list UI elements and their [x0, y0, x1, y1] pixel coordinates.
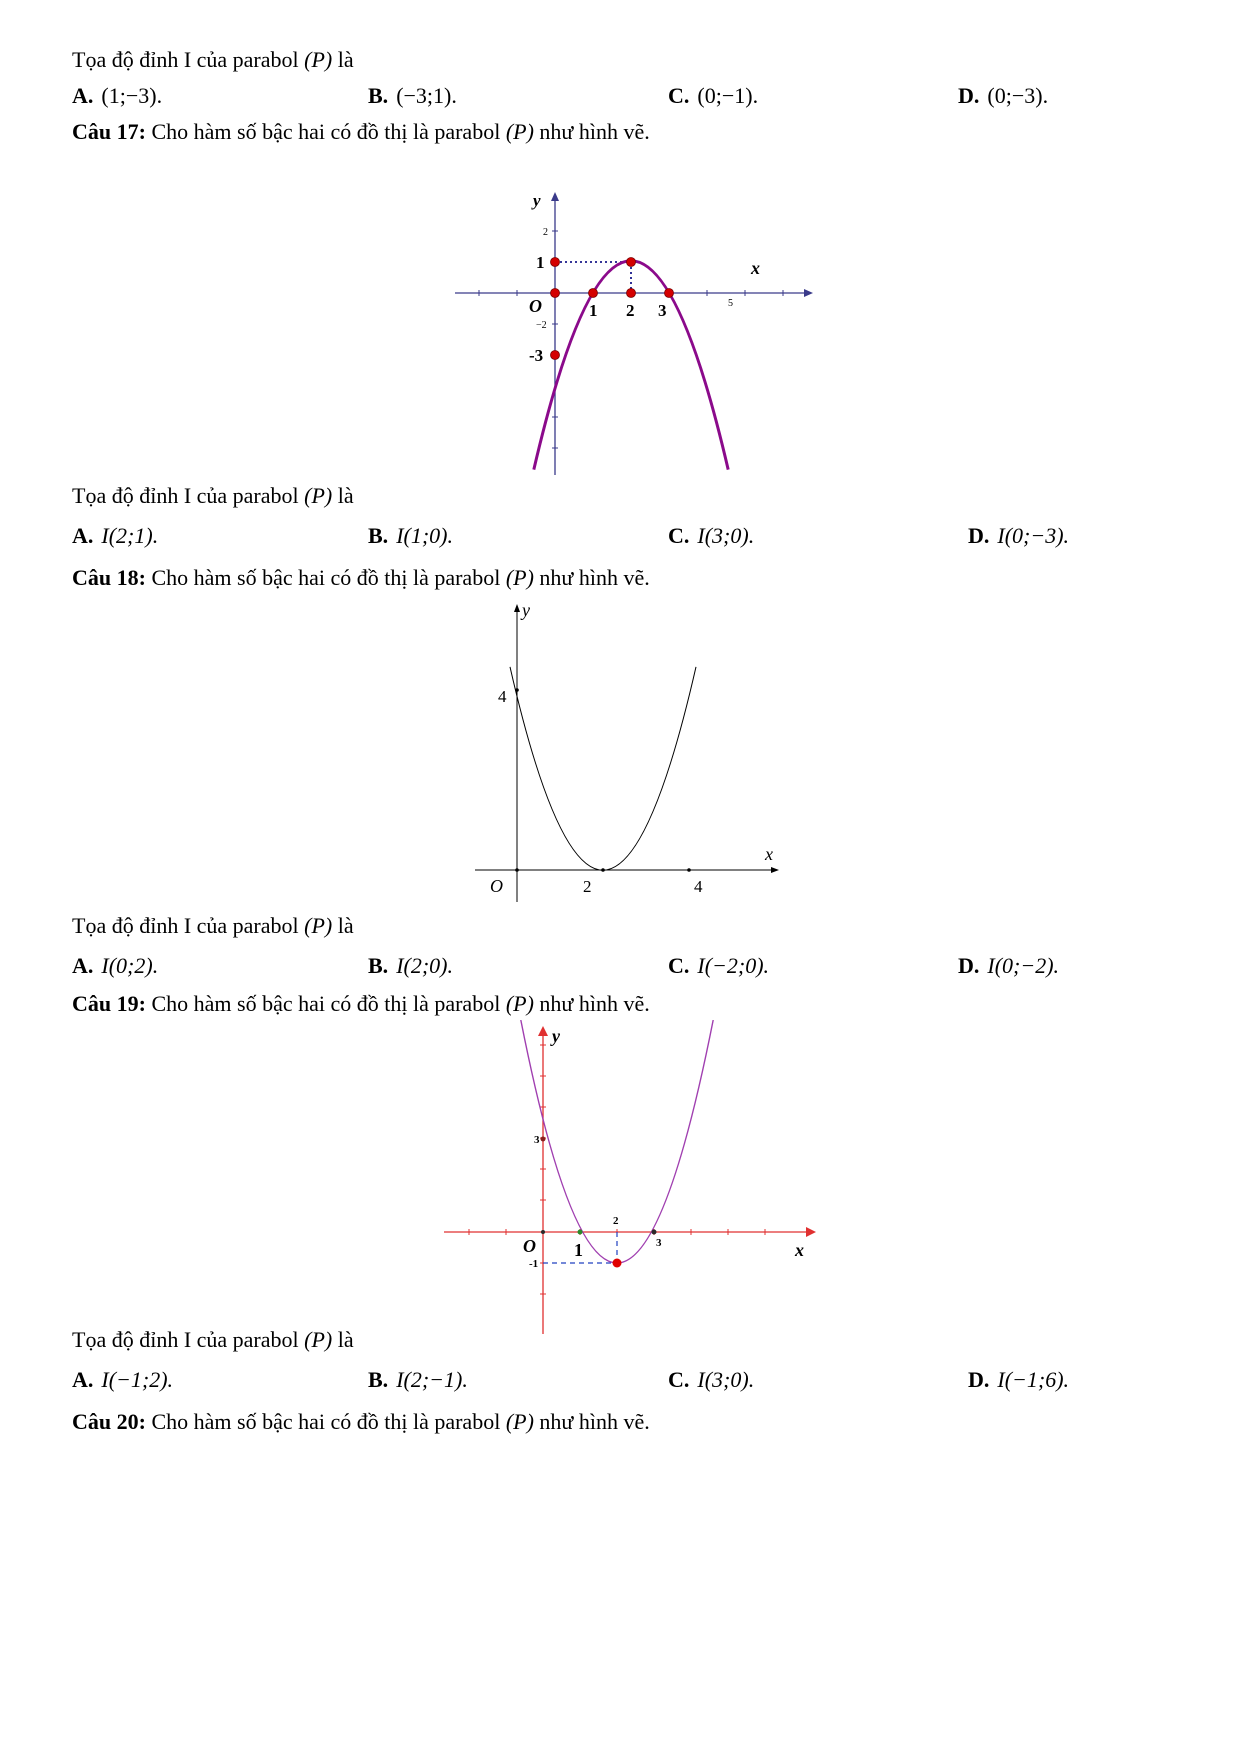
q19-option-d[interactable]: D. I(−1;6). [968, 1367, 1070, 1392]
x-axis-arrow [804, 289, 813, 297]
point-x2 [627, 289, 636, 298]
q17-option-a[interactable]: A. I(2;1). [72, 523, 159, 548]
parabola-curve [510, 667, 696, 870]
vertex-point [627, 258, 636, 267]
q17-statement: Câu 17: Cho hàm số bậc hai có đồ thị là parabol (P) như hình vẽ. [72, 119, 650, 144]
origin-point [551, 289, 560, 298]
tick-y-neg3: -3 [529, 346, 544, 365]
origin-label: O [529, 296, 542, 316]
q18-statement: Câu 18: Cho hàm số bậc hai có đồ thị là parabol (P) như hình vẽ. [72, 565, 650, 590]
q18-option-c[interactable]: C. I(−2;0). [668, 953, 770, 978]
q16-option-b[interactable]: B. (−3;1). [368, 83, 457, 108]
tick-y-neg2: −2 [536, 320, 547, 331]
tick-x-2: 2 [583, 877, 592, 896]
tick-x-2: 2 [626, 301, 635, 320]
tick-x-4: 4 [694, 877, 703, 896]
q17-option-d[interactable]: D. I(0;−3). [968, 523, 1070, 548]
tick-x-3: 3 [658, 301, 667, 320]
q17-prompt: Tọa độ đỉnh I của parabol (P) là [72, 483, 354, 508]
tick-x-1: 1 [574, 1240, 583, 1260]
q16-option-a[interactable]: A. (1;−3). [72, 83, 163, 108]
q19-graph [440, 1020, 820, 1340]
q20-statement: Câu 20: Cho hàm số bậc hai có đồ thị là parabol (P) như hình vẽ. [72, 1409, 650, 1434]
tick-x-2: 2 [613, 1215, 619, 1227]
origin-point [515, 868, 519, 872]
point-y1 [551, 258, 560, 267]
q19-option-a[interactable]: A. I(−1;2). [72, 1367, 174, 1392]
q18-option-a[interactable]: A. I(0;2). [72, 953, 159, 978]
y-intercept-point [551, 351, 560, 360]
q19-option-b[interactable]: B. I(2;−1). [368, 1367, 468, 1392]
x-axis-arrow [806, 1227, 816, 1237]
origin-label: O [490, 876, 503, 896]
y-axis-arrow [514, 604, 520, 612]
root-1-point [589, 289, 598, 298]
origin-point [541, 1230, 545, 1234]
tick-y-3: 3 [534, 1134, 540, 1146]
q18-option-d[interactable]: D. I(0;−2). [958, 953, 1060, 978]
y-axis-label: y [533, 191, 541, 210]
tick-x-3: 3 [656, 1237, 662, 1249]
y-axis-arrow [551, 192, 559, 201]
q19-statement: Câu 19: Cho hàm số bậc hai có đồ thị là parabol (P) như hình vẽ. [72, 991, 650, 1016]
tick-x-5: 5 [728, 298, 733, 309]
point-x4 [687, 868, 691, 872]
vertex-point [601, 868, 605, 872]
tick-x-1: 1 [589, 301, 598, 320]
vertex-point [613, 1259, 622, 1268]
q16-option-c[interactable]: C. (0;−1). [668, 83, 759, 108]
q19-option-c[interactable]: C. I(3;0). [668, 1367, 755, 1392]
x-axis-label: x [795, 1240, 804, 1260]
tick-y-1: 1 [536, 253, 545, 272]
y-intercept-point [541, 1137, 546, 1142]
q19-prompt: Tọa độ đỉnh I của parabol (P) là [72, 1327, 354, 1352]
root-3-point [652, 1230, 657, 1235]
y-axis-arrow [538, 1026, 548, 1036]
q18-prompt: Tọa độ đỉnh I của parabol (P) là [72, 913, 354, 938]
q17-graph [445, 190, 820, 480]
y-axis-label: y [522, 600, 530, 620]
x-axis-label: x [751, 258, 760, 278]
y-intercept-point [515, 688, 519, 692]
root-3-point [665, 289, 674, 298]
root-1-point [578, 1230, 583, 1235]
q17-option-c[interactable]: C. I(3;0). [668, 523, 755, 548]
q16-option-d[interactable]: D. (0;−3). [958, 83, 1049, 108]
tick-y-4: 4 [498, 687, 507, 706]
q18-option-b[interactable]: B. I(2;0). [368, 953, 453, 978]
origin-label: O [523, 1236, 536, 1256]
y-axis-label: y [552, 1026, 560, 1046]
tick-y-neg1: -1 [529, 1258, 539, 1270]
x-axis-arrow [771, 867, 779, 873]
q17-option-b[interactable]: B. I(1;0). [368, 523, 453, 548]
x-axis-label: x [765, 844, 773, 864]
q18-graph [465, 598, 795, 910]
tick-y-2: 2 [543, 227, 548, 238]
q16-prompt: Tọa độ đỉnh I của parabol (P) là [72, 47, 354, 72]
